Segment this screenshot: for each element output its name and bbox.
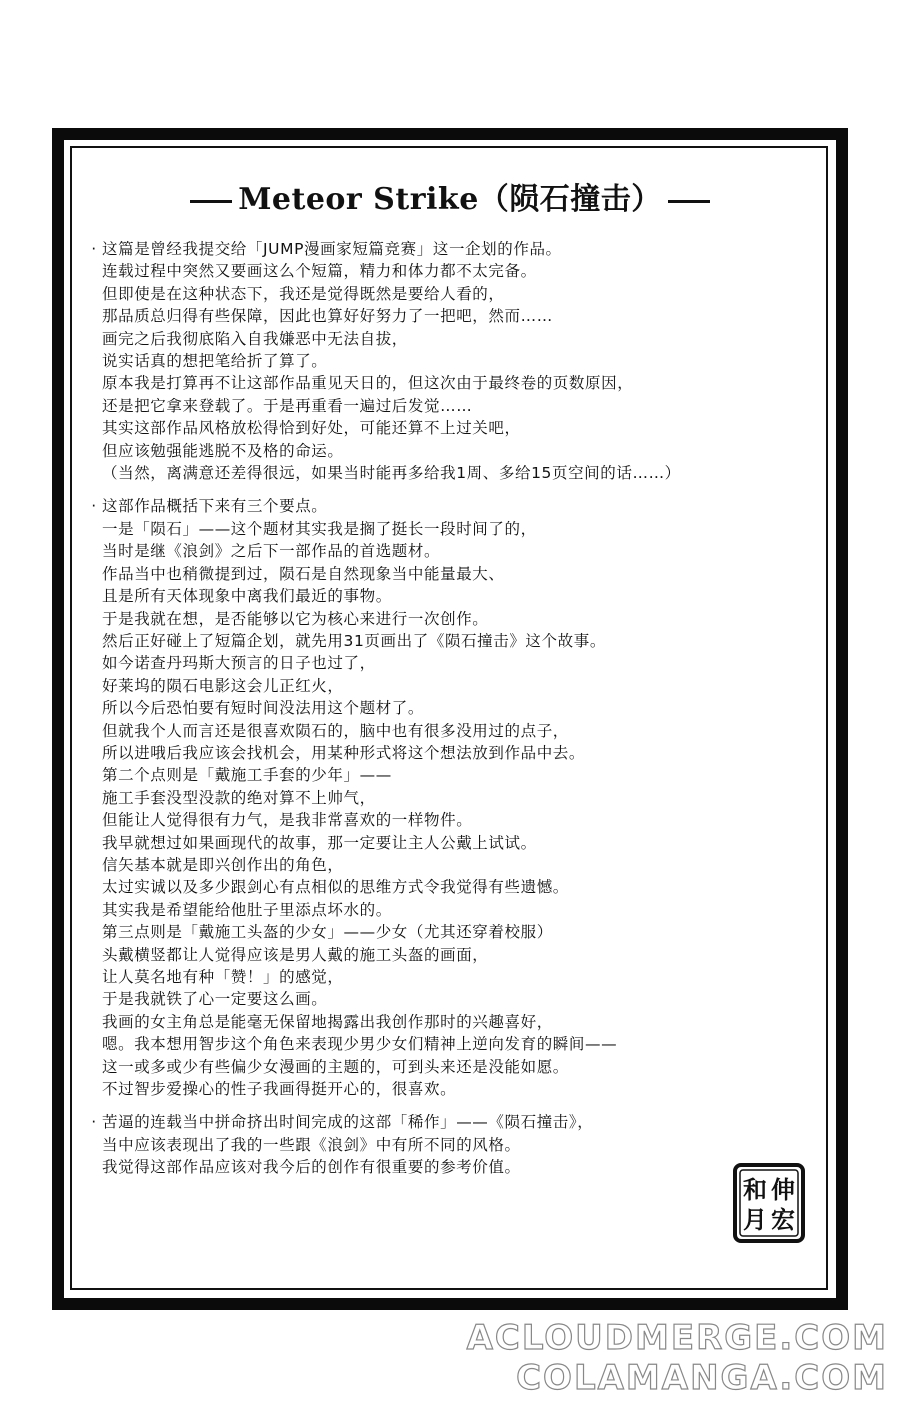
seal-char: 月 [743, 1205, 767, 1234]
line-text: 这篇是曾经我提交给「JUMP漫画家短篇竞赛」这一企划的作品。 [102, 240, 562, 258]
line-text: 我画的女主角总是能毫无保留地揭露出我创作那时的兴趣喜好， [102, 1012, 553, 1031]
line-text: 原本我是打算再不让这部作品重见天日的，但这次由于最终卷的页数原因， [102, 374, 634, 393]
bullet-dot: · [91, 240, 97, 258]
text-line [86, 495, 806, 517]
text-line [86, 417, 806, 439]
line-text: 那品质总归得有些保障，因此也算好好努力了一把吧，然而…… [102, 307, 553, 326]
text-line [86, 876, 806, 898]
line-text: 所以进哦后我应该会找机会，用某种形式将这个想法放到作品中去。 [102, 743, 586, 762]
text-line [86, 238, 806, 260]
line-text: （当然，离满意还差得很远，如果当时能再多给我1周、多给15页空间的话……） [102, 464, 681, 483]
line-text: 但就我个人而言还是很喜欢陨石的，脑中也有很多没用过的点子， [102, 721, 569, 740]
line-text: 嗯。我本想用智步这个角色来表现少男少女们精神上逆向发育的瞬间—— [102, 1035, 618, 1054]
text-line [86, 1033, 806, 1055]
line-text: 第三点则是「戴施工头盔的少女」——少女（尤其还穿着校服） [102, 923, 553, 942]
text-line [86, 944, 806, 966]
text-line [86, 305, 806, 327]
bullet-dot: · [91, 1113, 97, 1132]
text-line [86, 440, 806, 462]
text-line [86, 809, 806, 831]
line-text: 如今诺查丹玛斯大预言的日子也过了， [102, 654, 376, 673]
title-text: Meteor Strike（陨石撞击） [238, 182, 662, 217]
line-text: 苦逼的连载当中拼命挤出时间完成的这部「稀作」——《陨石撞击》， [102, 1113, 594, 1132]
line-text: 于是我就铁了心一定要这么画。 [102, 990, 328, 1009]
text-line [86, 787, 806, 809]
text-line [86, 260, 806, 282]
text-line [86, 832, 806, 854]
text-line [86, 1011, 806, 1033]
paragraph [86, 1111, 806, 1178]
line-text: 当时是继《浪剑》之后下一部作品的首选题材。 [102, 542, 441, 561]
text-line [86, 608, 806, 630]
text-line [86, 697, 806, 719]
afterword-body [86, 238, 806, 1179]
text-line [86, 921, 806, 943]
text-line [86, 652, 806, 674]
line-text: 其实这部作品风格放松得恰到好处，可能还算不上过关吧， [102, 419, 521, 438]
text-line [86, 1111, 806, 1133]
text-line [86, 899, 806, 921]
line-text: 我早就想过如果画现代的故事，那一定要让主人公戴上试试。 [102, 833, 537, 852]
line-text: 但能让人觉得很有力气，是我非常喜欢的一样物件。 [102, 811, 473, 830]
text-line [86, 563, 806, 585]
line-text: 还是把它拿来登载了。于是再重看一遍过后发觉…… [102, 396, 473, 415]
line-text: 然后正好碰上了短篇企划，就先用31页画出了《陨石撞击》这个故事。 [102, 631, 606, 650]
line-text: 作品当中也稍微提到过，陨石是自然现象当中能量最大、 [102, 564, 505, 583]
text-line [86, 988, 806, 1010]
bullet-dot: · [91, 497, 97, 516]
page-title [70, 174, 830, 218]
line-text: 这部作品概括下来有三个要点。 [102, 497, 328, 516]
line-text: 连载过程中突然又要画这么个短篇，精力和体力都不太完备。 [102, 262, 537, 281]
line-text: 信矢基本就是即兴创作出的角色， [102, 855, 344, 874]
seal-char: 伸 [771, 1175, 795, 1204]
line-text: 当中应该表现出了我的一些跟《浪剑》中有所不同的风格。 [102, 1135, 521, 1154]
line-text: 第二个点则是「戴施工手套的少年」—— [102, 766, 392, 785]
text-line [86, 630, 806, 652]
line-text: 好莱坞的陨石电影这会儿正红火， [102, 676, 344, 695]
title-dash-right [668, 200, 710, 203]
text-line [86, 720, 806, 742]
text-line [86, 1156, 806, 1178]
seal-char: 和 [743, 1175, 767, 1204]
text-line [86, 518, 806, 540]
seal-char: 宏 [771, 1205, 795, 1234]
line-text: 太过实诚以及多少跟剑心有点相似的思维方式令我觉得有些遗憾。 [102, 878, 569, 897]
text-line [86, 372, 806, 394]
watermark-colamanga: COLAMANGA.COM [516, 1358, 888, 1398]
text-line [86, 1134, 806, 1156]
title-dash-left [190, 200, 232, 203]
line-text: 且是所有天体现象中离我们最近的事物。 [102, 587, 392, 606]
line-text: 但应该勉强能逃脱不及格的命运。 [102, 441, 344, 460]
text-line [86, 966, 806, 988]
text-line [86, 462, 806, 484]
watermark-acloudmerge: ACLOUDMERGE.COM [466, 1318, 888, 1358]
line-text: 施工手套没型没款的绝对算不上帅气， [102, 788, 376, 807]
author-seal [732, 1162, 806, 1244]
paragraph [86, 238, 806, 484]
line-text: 让人莫名地有种「赞！」的感觉， [102, 968, 344, 986]
text-line [86, 1078, 806, 1100]
line-text: 这一或多或少有些偏少女漫画的主题的，可到头来还是没能如愿。 [102, 1057, 569, 1076]
text-line [86, 764, 806, 786]
text-line [86, 854, 806, 876]
text-line [86, 328, 806, 350]
line-text: 我觉得这部作品应该对我今后的创作有很重要的参考价值。 [102, 1158, 521, 1177]
line-text: 所以今后恐怕要有短时间没法用这个题材了。 [102, 699, 425, 718]
text-line [86, 395, 806, 417]
text-line [86, 675, 806, 697]
text-line [86, 283, 806, 305]
line-text: 不过智步爱操心的性子我画得挺开心的，很喜欢。 [102, 1080, 457, 1099]
paragraph [86, 495, 806, 1100]
line-text: 头戴横竖都让人觉得应该是男人戴的施工头盔的画面， [102, 945, 489, 964]
text-line [86, 742, 806, 764]
line-text: 画完之后我彻底陷入自我嫌恶中无法自拔， [102, 329, 408, 348]
line-text: 但即使是在这种状态下，我还是觉得既然是要给人看的， [102, 284, 505, 303]
line-text: 一是「陨石」——这个题材其实我是搁了挺长一段时间了的， [102, 519, 537, 538]
text-line [86, 585, 806, 607]
line-text: 于是我就在想，是否能够以它为核心来进行一次创作。 [102, 609, 489, 628]
text-line [86, 540, 806, 562]
line-text: 说实话真的想把笔给折了算了。 [102, 352, 328, 371]
line-text: 其实我是希望能给他肚子里添点坏水的。 [102, 900, 392, 919]
text-line [86, 1056, 806, 1078]
text-line [86, 350, 806, 372]
